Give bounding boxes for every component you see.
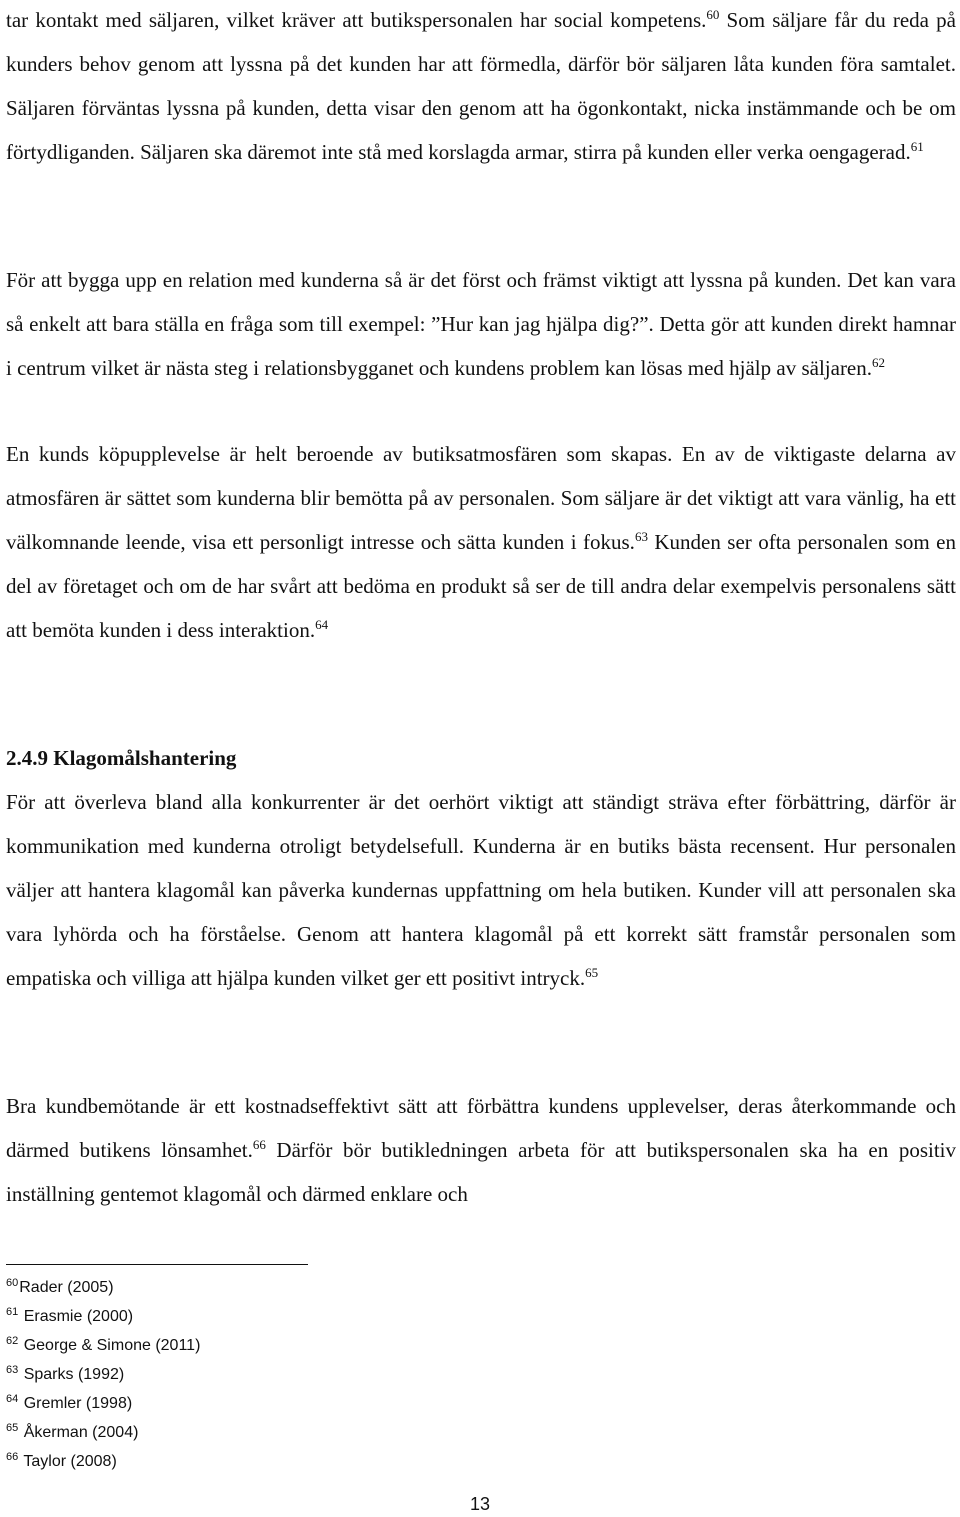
footnote-number: 64: [6, 1392, 19, 1405]
footnote-text: Gremler (1998): [23, 1395, 133, 1412]
footnote: [6, 1273, 200, 1302]
page-number: 13: [469, 1494, 491, 1514]
footnote: [6, 1389, 200, 1418]
section-heading: 2.4.9 Klagomålshantering: [6, 746, 237, 770]
paragraph-text: Kunden ser ofta personalen som en del av företaget och om de har svårt att bedöma en produkt så ser de till andra delar exempelvis personalens sätt att bemöta kunden i dess interaktion.: [6, 530, 956, 642]
paragraph: [6, 780, 956, 1000]
footnote: [6, 1302, 200, 1331]
footnote-text: Sparks (1992): [23, 1366, 125, 1383]
paragraph-text: Bra kundbemötande är ett kostnadseffektivt sätt att förbättra kundens upplevelser, deras återkommande och därmed butikens lönsamhet.: [6, 1094, 956, 1162]
paragraph: [6, 432, 956, 652]
footnote-reference: 63: [634, 529, 648, 544]
footnote-reference: 66: [252, 1137, 266, 1152]
paragraph-text: Som säljare får du reda på kunders behov genom att lyssna på det kunden har att förmedla, därför bör säljaren låta kunden föra samtalet. Säljaren förväntas lyssna på kunden, detta visar den genom att ha ögonkontakt, nicka instämmande och be om förtydliganden. Säljaren ska däremot inte stå med korslagda armar, stirra på kunden eller verka oengagerad.: [6, 8, 956, 164]
footnote-number: 62: [6, 1334, 19, 1347]
footnote: [6, 1360, 200, 1389]
footnote-number: 66: [6, 1450, 19, 1463]
footnote-number: 61: [6, 1305, 19, 1318]
paragraph-text: tar kontakt med säljaren, vilket kräver att butikspersonalen har social kompetens.: [6, 8, 707, 32]
footnote-text: Erasmie (2000): [23, 1308, 134, 1325]
footnote-reference: 60: [706, 7, 720, 22]
footnote-text: Taylor (2008): [23, 1453, 117, 1470]
footnote: [6, 1418, 200, 1447]
paragraph-text: För att överleva bland alla konkurrenter är det oerhört viktigt att ständigt sträva efter förbättring, därför är kommunikation med kunderna otroligt betydelsefull. Kunderna är en butiks bästa recensent. Hur personalen väljer att hantera klagomål kan påverka kundernas uppfattning om hela butiken. Kunder vill att personalen ska vara lyhörda och ha förståelse. Genom att hantera klagomål på ett korrekt sätt framstår personalen som empatiska och villiga att hjälpa kunden vilket ger ett positivt intryck.: [6, 790, 956, 990]
paragraph: [6, 1084, 956, 1216]
footnote-reference: 65: [585, 965, 599, 980]
footnote-text: George & Simone (2011): [23, 1337, 201, 1354]
paragraph-text: För att bygga upp en relation med kunderna så är det först och främst viktigt att lyssna på kunden. Det kan vara så enkelt att bara ställa en fråga som till exempel: ”Hur kan jag hjälpa dig?”. Detta gör att kunden direkt hamnar i centrum vilket är nästa steg i relationsbygganet och kundens problem kan lösas med hjälp av säljaren.: [6, 268, 956, 380]
footnote-reference: 62: [872, 355, 886, 370]
footnote-text: Åkerman (2004): [23, 1424, 139, 1441]
footnote-number: 63: [6, 1363, 19, 1376]
footnote: [6, 1331, 200, 1360]
footnote-reference: 61: [910, 139, 924, 154]
footnote-text: Rader (2005): [19, 1279, 114, 1296]
paragraph-text: En kunds köpupplevelse är helt beroende av butiksatmosfären som skapas. En av de viktigaste delarna av atmosfären är sättet som kunderna blir bemötta på av personalen. Som säljare är det viktigt att vara vänlig, ha ett välkomnande leende, visa ett personligt intresse och sätta kunden i fokus.: [6, 442, 956, 554]
paragraph: [6, 0, 956, 174]
footnote-separator: [6, 1264, 308, 1265]
footnote-number: 60: [6, 1276, 19, 1289]
footnote-number: 65: [6, 1421, 19, 1434]
footnote-reference: 64: [315, 617, 329, 632]
footnote: [6, 1447, 200, 1476]
paragraph: [6, 258, 956, 390]
footnote-list: [6, 1273, 200, 1476]
paragraph-text: Därför bör butikledningen arbeta för att butikspersonalen ska ha en positiv inställning gentemot klagomål och därmed enklare och: [6, 1138, 956, 1206]
